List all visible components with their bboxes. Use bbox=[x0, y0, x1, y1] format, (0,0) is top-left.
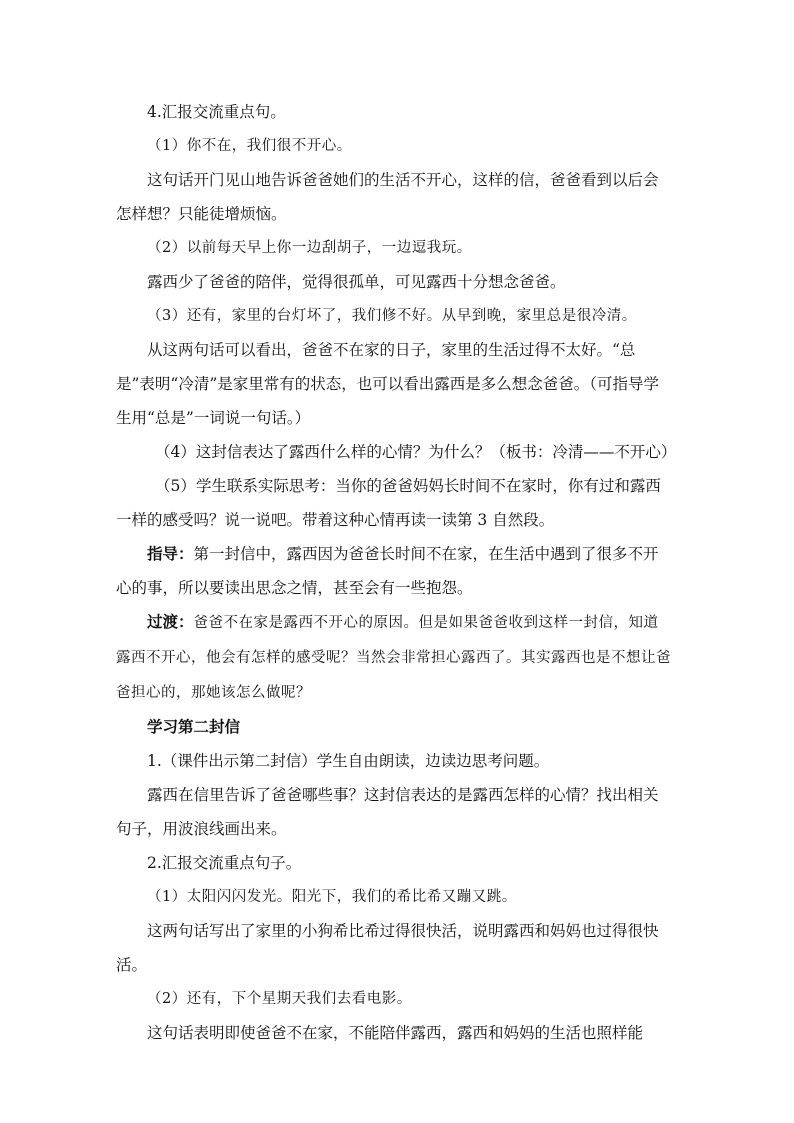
paragraph bbox=[116, 778, 672, 846]
transition-paragraph bbox=[116, 605, 672, 710]
paragraph bbox=[116, 914, 672, 982]
paragraph-text: （1）你不在，我们很不开心。 bbox=[147, 138, 352, 154]
heading-text: 学习第二封信 bbox=[147, 717, 241, 736]
paragraph bbox=[116, 435, 677, 469]
paragraph-text: 2.汇报交流重点句子。 bbox=[147, 854, 302, 872]
paragraph-text: （1）太阳闪闪发光。阳光下，我们的希比希又蹦又跳。 bbox=[147, 889, 517, 905]
paragraph-text: 露西在信里告诉了爸爸哪些事？这封信表达的是露西怎样的心情？找出相关句子，用波浪线画出来。 bbox=[116, 786, 659, 838]
quoted-sentence bbox=[116, 231, 672, 265]
paragraph-text: 露西少了爸爸的陪伴，觉得很孤单，可见露西十分想念爸爸。 bbox=[147, 273, 566, 291]
paragraph-text: 1.（课件出示第二封信）学生自由朗读，边读边思考问题。 bbox=[147, 752, 550, 770]
document-body bbox=[116, 95, 677, 1050]
paragraph-text: （5）学生联系实际思考：当你的爸爸妈妈长时间不在家时，你有过和露西一样的感受吗？说一说吧。带着这种心情再读一读第 3 自然段。 bbox=[116, 477, 661, 529]
quoted-sentence bbox=[116, 880, 672, 914]
paragraph bbox=[116, 1016, 672, 1050]
quoted-sentence bbox=[116, 299, 672, 333]
section-heading bbox=[116, 710, 672, 744]
paragraph-text: 4.汇报交流重点句。 bbox=[147, 103, 286, 121]
paragraph-text: 这两句话写出了家里的小狗希比希过得很快活，说明露西和妈妈也过得很快活。 bbox=[116, 922, 659, 974]
quoted-sentence bbox=[116, 982, 672, 1016]
paragraph-text: （3）还有，家里的台灯坏了，我们修不好。从早到晚，家里总是很冷清。 bbox=[147, 308, 637, 324]
paragraph bbox=[116, 469, 672, 537]
paragraph bbox=[116, 333, 672, 435]
paragraph bbox=[116, 846, 672, 880]
paragraph-text: 第一封信中，露西因为爸爸长时间不在家，在生活中遇到了很多不开心的事，所以要读出思念之情，甚至会有一些抱怨。 bbox=[116, 545, 659, 597]
quoted-sentence bbox=[116, 129, 672, 163]
guidance-paragraph bbox=[116, 537, 672, 605]
paragraph-text: （2）还有，下个星期天我们去看电影。 bbox=[147, 991, 412, 1007]
paragraph-text: （2）以前每天早上你一边刮胡子，一边逗我玩。 bbox=[147, 240, 472, 256]
paragraph-text: 这句话表明即使爸爸不在家，不能陪伴露西，露西和妈妈的生活也照样能 bbox=[147, 1024, 644, 1042]
paragraph-text: 这句话开门见山地告诉爸爸她们的生活不开心，这样的信，爸爸看到以后会怎样想？只能徒增烦恼。 bbox=[116, 171, 659, 223]
paragraph bbox=[116, 265, 672, 299]
guidance-label: 指导： bbox=[147, 544, 194, 563]
transition-label: 过渡： bbox=[147, 612, 194, 631]
paragraph-text: 从这两句话可以看出，爸爸不在家的日子，家里的生活过得不太好。“总是”表明“冷清”是家里常有的状态，也可以看出露西是多么想念爸爸。（可指导学生用“总是”一词说一句话。） bbox=[116, 341, 660, 427]
paragraph-text: 爸爸不在家是露西不开心的原因。但是如果爸爸收到这样一封信，知道露西不开心，他会有怎样的感受呢？当然会非常担心露西了。其实露西也是不想让爸爸担心的，那她该怎么做呢？ bbox=[116, 615, 671, 701]
paragraph bbox=[116, 744, 672, 778]
paragraph bbox=[116, 95, 672, 129]
paragraph-text: （4）这封信表达了露西什么样的心情？为什么？（板书：冷清——不开心） bbox=[155, 443, 677, 461]
paragraph bbox=[116, 163, 672, 231]
